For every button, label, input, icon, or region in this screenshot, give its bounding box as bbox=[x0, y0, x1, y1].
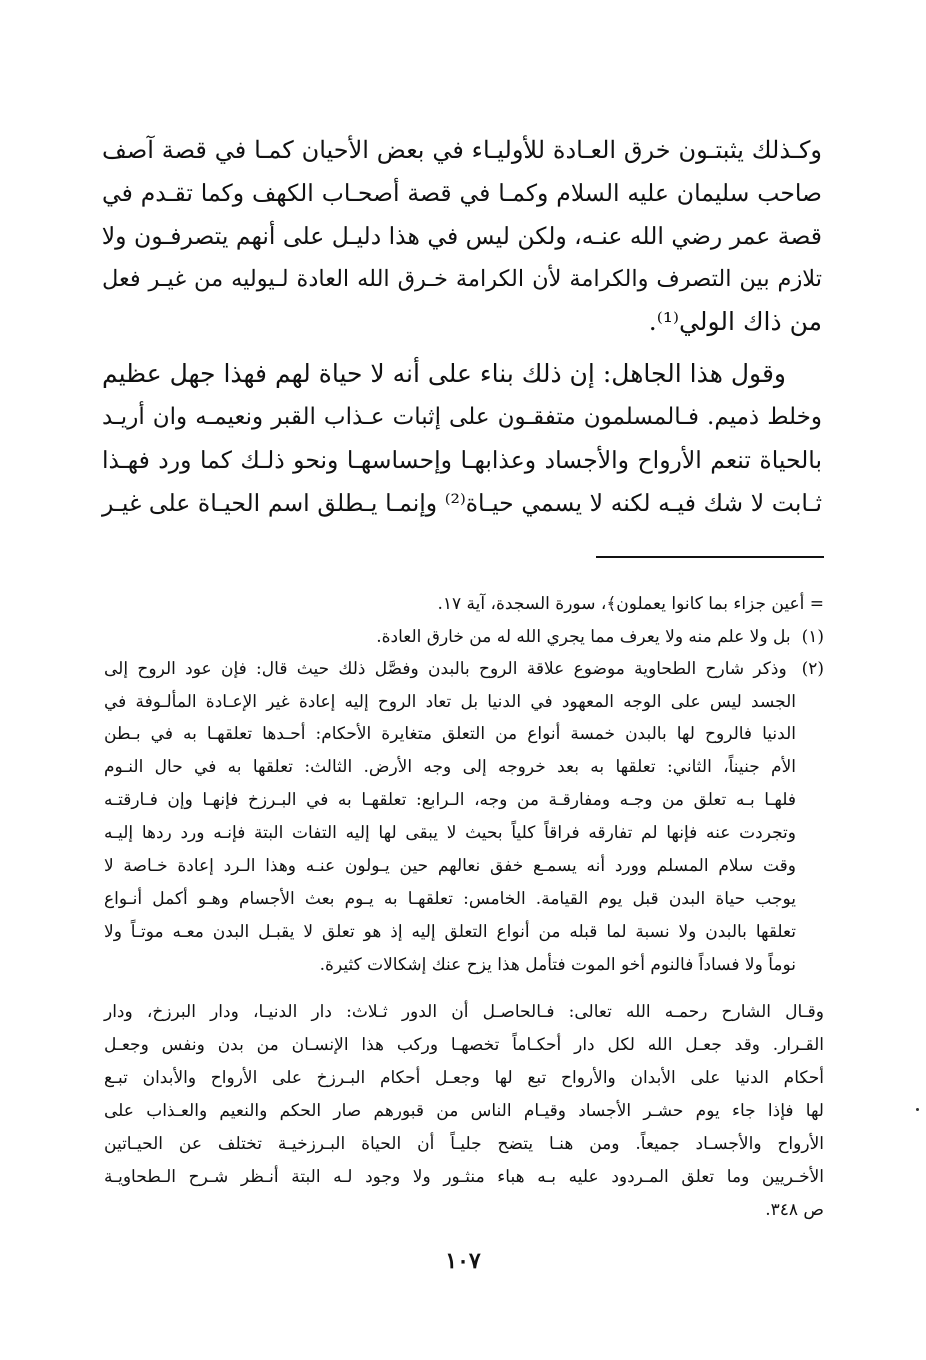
footnote-line: يوجب حياة البدن قبل يوم القيامة. الخامس: تعلقهـا به يـوم بعث الأجسام وهـو أكمل أنـواع bbox=[104, 889, 796, 909]
footnote-line: لها فإذا جاء يوم حشـر الأجساد وقيـام الناس من قبورهم صار الحكم والنعيم والعـذاب على bbox=[104, 1101, 824, 1121]
footnote-line: ص ٣٤٨. bbox=[765, 1200, 824, 1220]
scan-speck bbox=[916, 1108, 919, 1111]
main-text-line: وقول هذا الجاهل: إن ذلك بناء على أنه لا حياة لهم فهذا جهل عظيم bbox=[102, 359, 786, 388]
main-text-line: بالحياة تنعم الأرواح والأجساد وعذابهـا وإحساسهـا ونحو ذلـك كما ورد فهـذا bbox=[102, 446, 822, 474]
main-text-line: وخلط ذميم. فـالمسلمون متفقـون على إثبات عـذاب القبر ونعيمـه وان أريـد bbox=[102, 404, 822, 430]
footnote-separator bbox=[596, 556, 824, 558]
footnote-line: أحكام الدنيا على الأبدان والأرواح تبع لها وجعـل أحكام البـرزخ على الأرواح والأبدان تبـع bbox=[104, 1068, 824, 1088]
footnote-line: وقـال الشارح رحمـه الله تعالى: فـالحاصـل أن الدور ثـلاث: دار الدنيـا، ودار البرزخ، ودار bbox=[104, 1002, 824, 1022]
footnote-continuation: = أعين جزاء بما كانوا يعملون﴾، سورة السجدة، آية ١٧. bbox=[437, 594, 824, 614]
footnote-line: القـرار. وقد جعـل الله لكل دار أحكـاماً تخصهـا وركب هذا الإنسـان من بدن ونفس وجعـل bbox=[104, 1035, 824, 1055]
footnote-line: الجسد ليس على الوجه المعهود في الدنيا بل تعاد الروح إليه إعادة غير الإعـادة المألـوفة في bbox=[104, 692, 796, 712]
footnote-line: تعلقها بالبدن ولا نسبة لما قبله من أنواع التعلق إليه إذ هو تعلق لا يقبـل البدن معـه موتـاً ولا bbox=[104, 922, 796, 942]
footnote-line: الدنيا فالروح لها بالبدن خمسة أنواع من التعلق متغايرة الأحكام: أحـدها تعلقهـا به في بـطن bbox=[104, 724, 796, 744]
footnote-1-text: بل ولا علم منه ولا يعرف مما يجري الله له من خارق العادة. bbox=[376, 627, 791, 647]
main-text-line: تلازم بين التصرف والكرامة لأن الكرامة خـرق الله العادة لـيوليه من غيـر فعل bbox=[102, 266, 822, 292]
footnote-2-text: وذكر شارح الطحاوية موضوع علاقة الروح بالبدن وفصَّل ذلك حيث قال: فإن عود الروح إلى bbox=[104, 659, 787, 679]
footnote-line: الأخـريين وما تعلق المـردود عليه بـه هباء منثـور ولا وجود لـه البتة أنـظر شـرح الـطحاويـة bbox=[104, 1167, 824, 1187]
footnote-line: فلهـا بـه تعلق من وجـه ومفارقـة من وجه، الـرابع: تعلقهـا به في البـرزخ فإنهـا وإن فـارقتـه bbox=[104, 790, 796, 810]
footnote-2-first-line bbox=[104, 657, 824, 681]
footnote-line: وتجردت عنه فإنها لم تفارقه فراقاً كلياً بحيث لا يبقى لها إليه التفات البتة فإنـه ورد ردها إليـه bbox=[104, 823, 796, 843]
main-text-line: ثـابت لا شك فيـه لكنه لا يسمي حيـاة⁽²⁾ وإنمـا يـطلق اسم الحيـاة على غيـر bbox=[102, 489, 822, 517]
footnote-2-marker: (٢) bbox=[801, 659, 824, 679]
page-number: ١٠٧ bbox=[445, 1248, 481, 1274]
main-text-line: وكـذلك يثبتـون خرق العـادة للأوليـاء في بعض الأحيان كمـا في قصة آصف bbox=[102, 136, 822, 164]
footnote-line: الأرواح والأجسـاد جميعاً. ومن هنـا يتضح جليـاً أن الحياة البـرزخيـة تختلف عن الحيـاتين bbox=[104, 1134, 824, 1154]
footnote-line: الأم جنيناً، الثاني: تعلقها به بعد خروجه إلى وجه الأرض. الثالث: تعلقها به في حال النـوم bbox=[104, 757, 796, 777]
main-text-line: صاحب سليمان عليه السلام وكمـا في قصة أصحـاب الكهف وكما تقـدم في bbox=[102, 179, 822, 207]
main-text-line: من ذاك الولي⁽¹⁾. bbox=[648, 307, 822, 336]
footnote-1 bbox=[104, 625, 824, 649]
footnote-1-marker: (١) bbox=[801, 627, 824, 647]
footnote-line: وقت سلام المسلم وورد أنه يسمـع خفق نعالهم حين يـولون عنـه وهذا الـرد إعادة خـاصة لا bbox=[104, 856, 796, 876]
main-text-line: قصة عمر رضي الله عنـه، ولكن ليس في هذا دليـل على أنهم يتصرفـون ولا bbox=[101, 222, 822, 250]
footnote-line: نوماً ولا فساداً فالنوم أخو الموت فتأمل هذا يزح عنك إشكالات كثيرة. bbox=[319, 955, 796, 975]
